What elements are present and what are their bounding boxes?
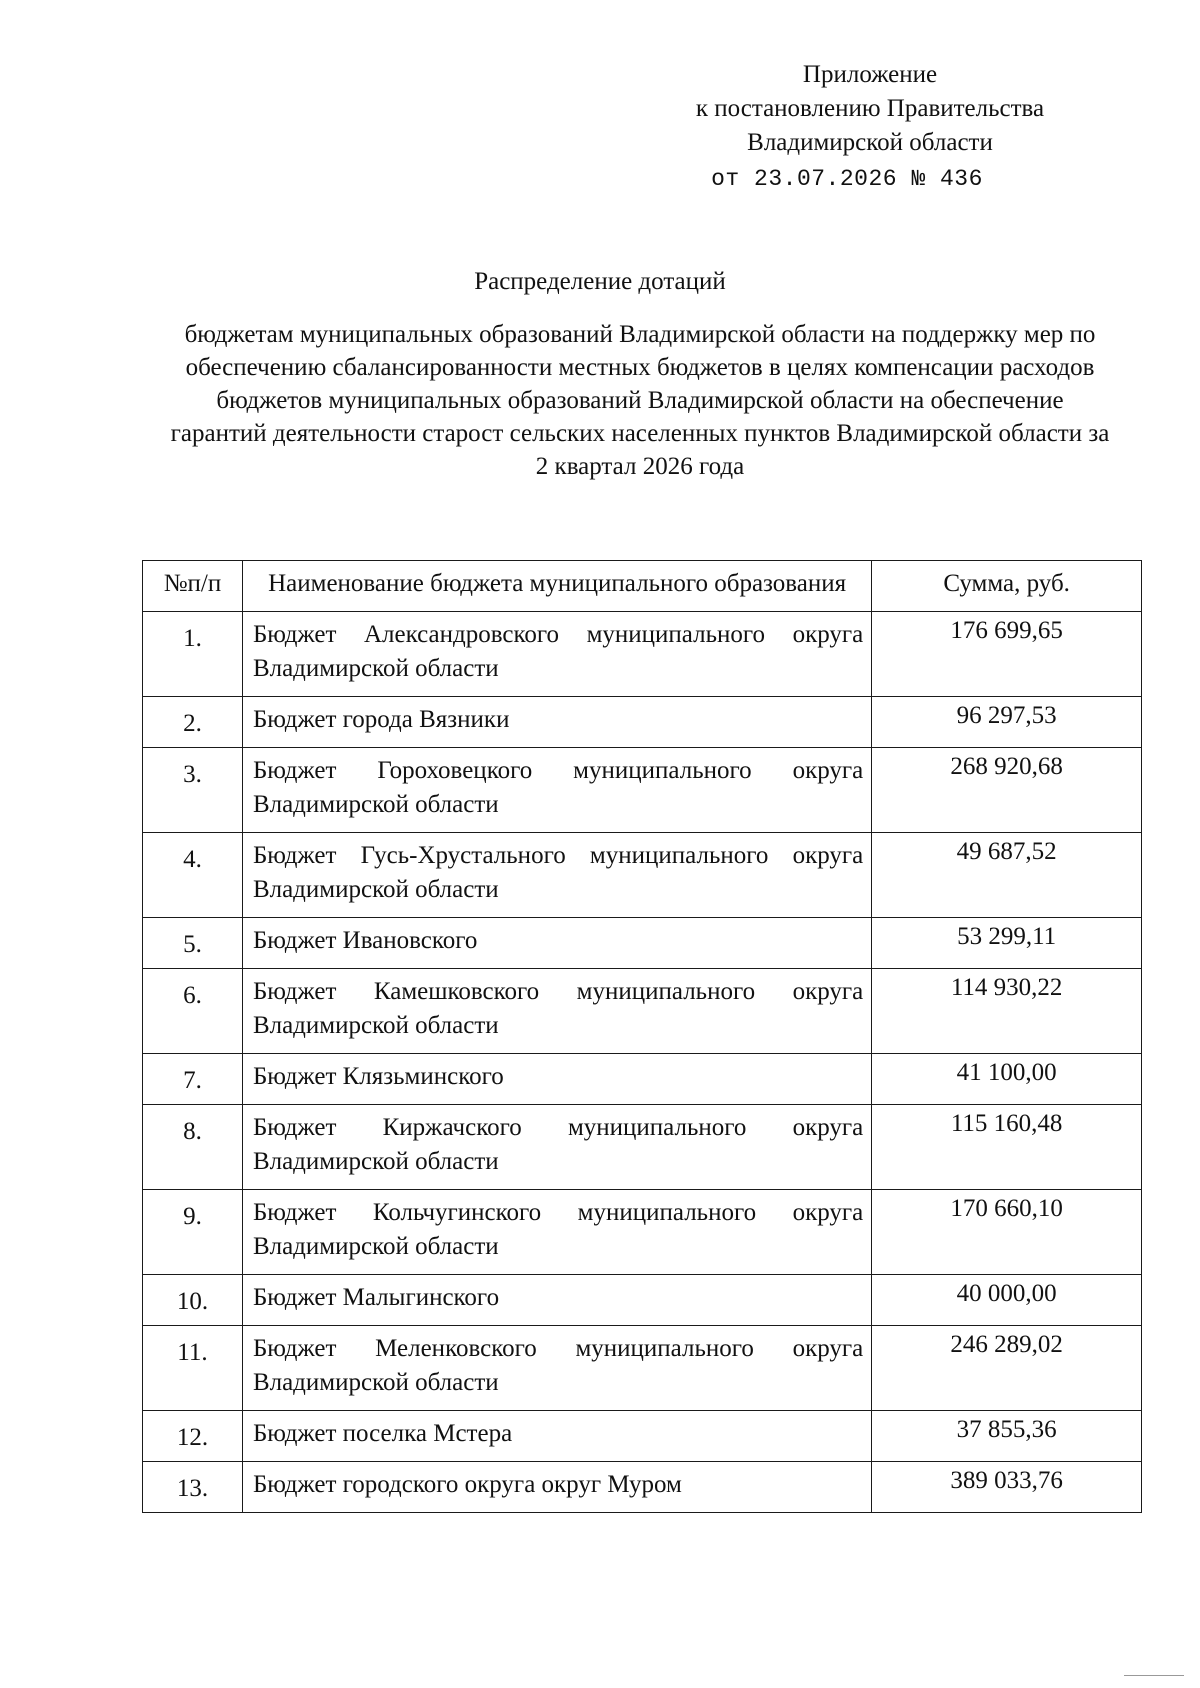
document-title: Распределение дотаций bbox=[474, 268, 726, 295]
row-number: 9. bbox=[143, 1190, 243, 1275]
table-row bbox=[143, 969, 1142, 1054]
row-budget-name: Бюджет Киржачского муниципального округа Владимирской области bbox=[242, 1105, 871, 1190]
table-row bbox=[143, 1105, 1142, 1190]
row-number: 1. bbox=[143, 612, 243, 697]
row-amount: 176 699,65 bbox=[872, 612, 1142, 697]
row-amount: 246 289,02 bbox=[872, 1326, 1142, 1411]
row-number: 5. bbox=[143, 918, 243, 969]
row-number: 3. bbox=[143, 748, 243, 833]
table-row bbox=[143, 748, 1142, 833]
row-budget-name: Бюджет Клязьминского bbox=[242, 1054, 871, 1105]
annex-block bbox=[650, 58, 1090, 196]
row-budget-name: Бюджет Камешковского муниципального округа Владимирской области bbox=[242, 969, 871, 1054]
table-row bbox=[143, 1275, 1142, 1326]
row-budget-name: Бюджет Александровского муниципального округа Владимирской области bbox=[242, 612, 871, 697]
row-number: 4. bbox=[143, 833, 243, 918]
row-number: 13. bbox=[143, 1462, 243, 1513]
row-number: 7. bbox=[143, 1054, 243, 1105]
document-subtitle: бюджетам муниципальных образований Владимирской области на поддержку мер по обеспечению сбалансированности местных бюджетов в целях компенсации расходов бюджетов муниципальных образований Владимирской области на обеспечение гарантий деятельности старост сельских населенных пунктов Владимирской области за 2 квартал 2026 года bbox=[170, 321, 1110, 480]
table-header-row bbox=[143, 561, 1142, 612]
row-number: 8. bbox=[143, 1105, 243, 1190]
table-row bbox=[143, 1411, 1142, 1462]
row-budget-name: Бюджет Ивановского bbox=[242, 918, 871, 969]
table-row bbox=[143, 918, 1142, 969]
row-number: 10. bbox=[143, 1275, 243, 1326]
row-amount: 49 687,52 bbox=[872, 833, 1142, 918]
row-budget-name: Бюджет Малыгинского bbox=[242, 1275, 871, 1326]
table-row bbox=[143, 697, 1142, 748]
row-budget-name: Бюджет Меленковского муниципального округа Владимирской области bbox=[242, 1326, 871, 1411]
row-budget-name: Бюджет поселка Мстера bbox=[242, 1411, 871, 1462]
row-number: 11. bbox=[143, 1326, 243, 1411]
table-row bbox=[143, 1054, 1142, 1105]
row-number: 12. bbox=[143, 1411, 243, 1462]
table-row bbox=[143, 1190, 1142, 1275]
row-amount: 115 160,48 bbox=[872, 1105, 1142, 1190]
row-amount: 53 299,11 bbox=[872, 918, 1142, 969]
annex-line-resolution: к постановлению Правительства bbox=[695, 95, 1045, 122]
row-budget-name: Бюджет городского округа округ Муром bbox=[242, 1462, 871, 1513]
row-amount: 37 855,36 bbox=[872, 1411, 1142, 1462]
annex-date-number: от 23.07.2026 № 436 bbox=[711, 166, 983, 192]
row-budget-name: Бюджет города Вязники bbox=[242, 697, 871, 748]
annex-title: Приложение bbox=[802, 61, 938, 88]
row-budget-name: Бюджет Гороховецкого муниципального округа Владимирской области bbox=[242, 748, 871, 833]
table-row bbox=[143, 1462, 1142, 1513]
table-row bbox=[143, 1326, 1142, 1411]
table-row bbox=[143, 612, 1142, 697]
row-number: 6. bbox=[143, 969, 243, 1054]
row-number: 2. bbox=[143, 697, 243, 748]
row-amount: 40 000,00 bbox=[872, 1275, 1142, 1326]
row-amount: 96 297,53 bbox=[872, 697, 1142, 748]
table-body bbox=[143, 612, 1142, 1513]
distribution-table bbox=[142, 560, 1142, 1513]
header-number: №п/п bbox=[143, 561, 243, 612]
row-amount: 389 033,76 bbox=[872, 1462, 1142, 1513]
row-amount: 170 660,10 bbox=[872, 1190, 1142, 1275]
annex-line-region: Владимирской области bbox=[747, 129, 993, 156]
row-amount: 268 920,68 bbox=[872, 748, 1142, 833]
row-amount: 41 100,00 bbox=[872, 1054, 1142, 1105]
header-amount: Сумма, руб. bbox=[872, 561, 1142, 612]
table-row bbox=[143, 833, 1142, 918]
row-budget-name: Бюджет Кольчугинского муниципального округа Владимирской области bbox=[242, 1190, 871, 1275]
header-budget-name: Наименование бюджета муниципального образования bbox=[242, 561, 871, 612]
row-amount: 114 930,22 bbox=[872, 969, 1142, 1054]
row-budget-name: Бюджет Гусь-Хрустального муниципального округа Владимирской области bbox=[242, 833, 871, 918]
margin-mark bbox=[1124, 1675, 1184, 1676]
